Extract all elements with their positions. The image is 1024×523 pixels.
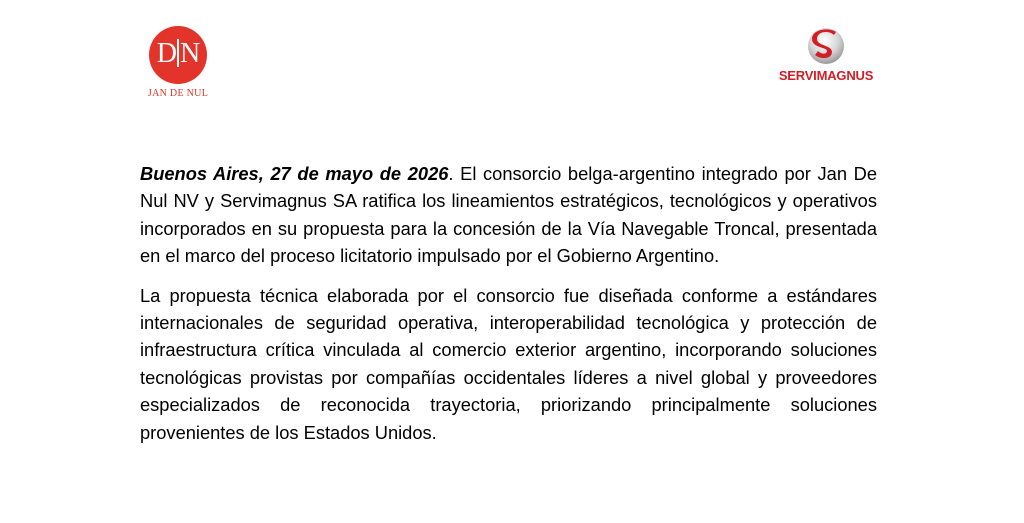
jan-de-nul-mark-bar: [177, 39, 179, 67]
paragraph-1: [140, 160, 877, 270]
servimagnus-s-icon: [805, 26, 847, 66]
jan-de-nul-name: JAN DE NUL: [147, 88, 209, 99]
jan-de-nul-mark-letter-n: N: [180, 38, 200, 69]
servimagnus-name: SERVIMAGNUS: [778, 68, 874, 83]
jan-de-nul-logo: [143, 26, 213, 99]
servimagnus-logo: [770, 26, 882, 83]
paragraph-1-text: . El consorcio belga-argentino integrado por Jan De Nul NV y Servimagnus SA ratifica los lineamientos estratégicos, tecnológicos y operativos incorporados en su propuesta para la concesión de la Vía Navegable Troncal, presentada en el marco del proceso licitatorio impulsado por el Gobierno Argentino.: [140, 163, 877, 267]
jan-de-nul-mark: [149, 26, 207, 84]
jan-de-nul-mark-letter-d: D: [156, 38, 176, 69]
dateline: Buenos Aires, 27 de mayo de 2026: [140, 163, 449, 184]
paragraph-2: La propuesta técnica elaborada por el consorcio fue diseñada conforme a estándares internacionales de seguridad operativa, interoperabilidad tecnológica y protección de infraestructura crítica vinculada al comercio exterior argentino, incorporando soluciones tecnológicas provistas por compañías occidentales líderes a nivel global y proveedores especializados de reconocida trayectoria, priorizando principalmente soluciones provenientes de los Estados Unidos.: [140, 284, 877, 443]
press-release-body: [140, 160, 877, 458]
